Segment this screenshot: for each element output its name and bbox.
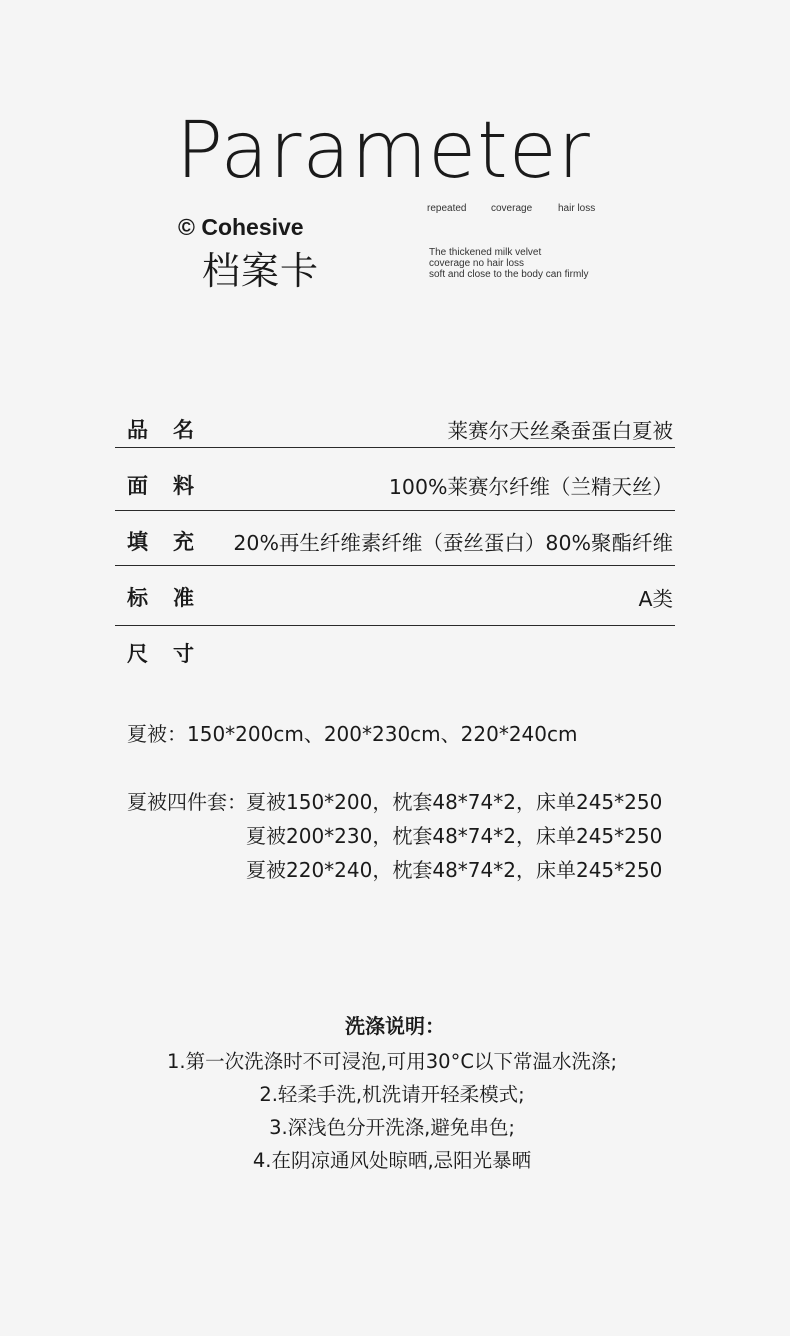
set-label: 夏被四件套： [127,790,247,814]
spec-label: 品名 [127,418,219,442]
set-size-line: 夏被150*200，枕套48*74*2，床单245*250 [246,790,663,814]
description-line: The thickened milk velvet [429,247,542,258]
spec-label: 面料 [127,474,219,498]
spec-label: 填充 [127,530,219,554]
description-line: soft and close to the body can firmly [429,269,589,280]
tag-hair-loss: hair loss [558,203,596,214]
spec-label: 标准 [127,586,219,610]
washing-instruction: 3.深浅色分开洗涤,避免串色; [269,1116,515,1139]
washing-instruction: 2.轻柔手洗,机洗请开轻柔模式; [259,1083,525,1106]
product-description [429,247,589,280]
spec-value: A类 [638,587,673,611]
spec-label: 尺寸 [127,642,219,666]
tag-coverage: coverage [491,203,533,214]
page-subtitle: 档案卡 [202,249,320,293]
divider [115,625,675,626]
spec-value: 莱赛尔天丝桑蚕蛋白夏被 [447,419,673,443]
spec-value: 100%莱赛尔纤维（兰精天丝） [388,475,673,499]
quilt-sizes: 夏被：150*200cm、200*230cm、220*240cm [127,722,578,746]
description-line: coverage no hair loss [429,258,525,269]
spec-value: 20%再生纤维素纤维（蚕丝蛋白）80%聚酯纤维 [233,531,673,555]
divider [115,565,675,566]
tag-repeated: repeated [427,203,467,214]
divider [115,510,675,511]
page-title: Parameter [176,106,591,196]
washing-instruction: 4.在阴凉通风处晾晒,忌阳光暴晒 [252,1149,532,1172]
washing-title: 洗涤说明： [345,1014,445,1038]
set-size-line: 夏被200*230，枕套48*74*2，床单245*250 [246,824,663,848]
divider [115,447,675,448]
brand-name: © Cohesive [178,214,304,240]
washing-instruction: 1.第一次洗涤时不可浸泡,可用30°C以下常温水洗涤; [166,1050,618,1073]
set-size-line: 夏被220*240，枕套48*74*2，床单245*250 [246,858,663,882]
